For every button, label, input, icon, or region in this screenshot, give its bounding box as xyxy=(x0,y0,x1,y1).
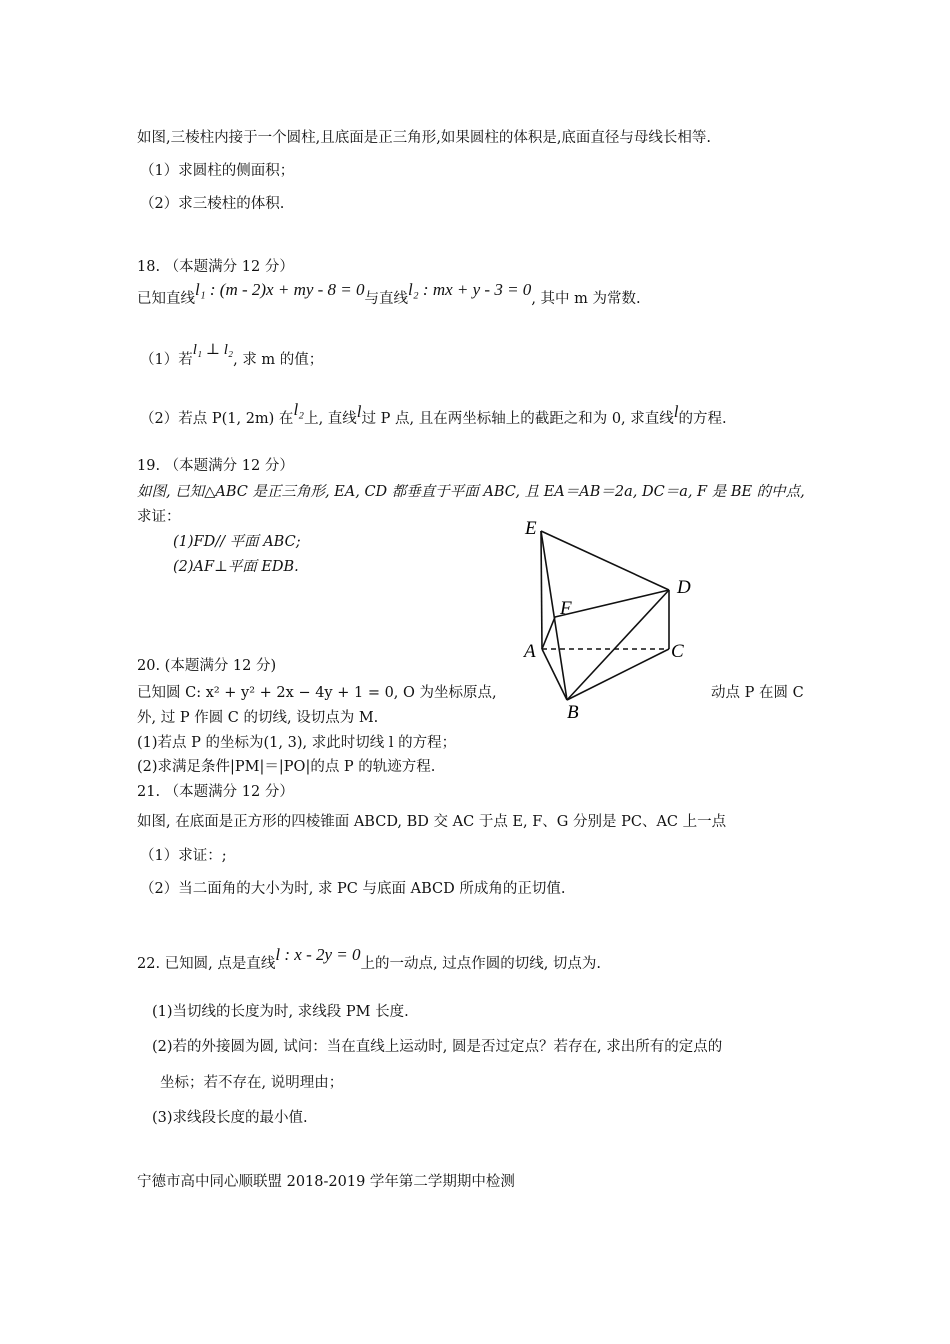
q20-intro-b: 动点 P 在圆 C xyxy=(711,685,804,701)
q18-part1 xyxy=(140,342,324,370)
q18-p2-text-b: 上, 直线 xyxy=(304,411,357,427)
q20-intro-a: 已知圆 C: x² + y² + 2x − 4y + 1 = 0, O 为坐标原点, xyxy=(137,685,497,701)
q18-p2-text-d: 的方程. xyxy=(678,411,727,427)
geometry-figure xyxy=(515,510,705,725)
q18-intro xyxy=(137,280,641,309)
l1-equation: l₁ : (m - 2)x + my - 8 = 0 xyxy=(195,280,365,299)
q18-p2-line-l-2: l xyxy=(673,402,679,421)
q18-p1-text-b: , 求 m 的值； xyxy=(233,352,324,368)
edge-fa xyxy=(542,617,555,649)
q22-part1: (1)当切线的长度为时, 求线段 PM 长度. xyxy=(152,1004,409,1020)
edge-bc xyxy=(567,649,669,700)
q19-part2: (2)AF⊥平面 EDB. xyxy=(173,559,299,575)
label-f: F xyxy=(560,598,572,619)
edge-bd xyxy=(567,590,669,700)
q21-intro: 如图, 在底面是正方形的四棱锥面 ABCD, BD 交 AC 于点 E, F、G 分别是 PC、AC 上一点 xyxy=(137,814,727,830)
label-c: C xyxy=(671,641,684,662)
q21-header: 21. （本题满分 12 分） xyxy=(137,784,294,800)
q20-intro2: 外, 过 P 作圆 C 的切线, 设切点为 M. xyxy=(137,710,379,726)
q20-part1: (1)若点 P 的坐标为(1, 3), 求此时切线 l 的方程； xyxy=(137,735,457,751)
q20-part2: (2)求满足条件|PM|＝|PO|的点 P 的轨迹方程. xyxy=(137,759,436,775)
q19-intro2: 求证： xyxy=(137,509,181,525)
q19-header: 19. （本题满分 12 分） xyxy=(137,458,294,474)
perpendicular-relation: l₁ ⊥ l₂ xyxy=(192,342,234,358)
edge-ea xyxy=(541,531,542,649)
q17-intro: 如图,三棱柱内接于一个圆柱,且底面是正三角形,如果圆柱的体积是,底面直径与母线长相等. xyxy=(137,130,712,146)
q21-part2: （2）当二面角的大小为时, 求 PC 与底面 ABCD 所成角的正切值. xyxy=(140,881,566,897)
line-l-equation: l : x - 2y = 0 xyxy=(275,945,361,964)
q21-part1: （1）求证：; xyxy=(140,848,227,864)
q22-part2-cont: 坐标；若不存在, 说明理由； xyxy=(160,1075,344,1091)
q22-intro xyxy=(137,945,602,974)
q18-p2-line-l: l xyxy=(356,402,362,421)
q22-part2: (2)若的外接圆为圆, 试问：当在直线上运动时, 圆是否过定点？若存在, 求出所有的定点的 xyxy=(152,1039,723,1055)
document-footer: 宁德市高中同心顺联盟 2018-2019 学年第二学期期中检测 xyxy=(137,1174,515,1190)
q18-p2-text-a: （2）若点 P(1, 2m) 在 xyxy=(140,411,294,427)
edge-ed xyxy=(541,531,669,590)
label-a: A xyxy=(524,641,536,662)
label-d: D xyxy=(677,577,691,598)
q18-header: 18. （本题满分 12 分） xyxy=(137,259,294,275)
q22-intro-text-a: 22. 已知圆, 点是直线 xyxy=(137,956,276,972)
q19-part1: (1)FD// 平面 ABC; xyxy=(173,534,301,550)
q17-part2: （2）求三棱柱的体积. xyxy=(140,196,285,212)
q17-part1: （1）求圆柱的侧面积； xyxy=(140,163,295,179)
label-b: B xyxy=(567,702,579,723)
l2-equation: l₂ : mx + y - 3 = 0 xyxy=(408,280,532,299)
q18-intro-text-b: 与直线 xyxy=(364,291,409,307)
q20-header: 20. (本题满分 12 分) xyxy=(137,658,277,674)
q22-part3: (3)求线段长度的最小值. xyxy=(152,1110,308,1126)
q18-p2-l2: l₂ xyxy=(293,400,305,419)
q18-intro-text-a: 已知直线 xyxy=(137,291,195,307)
q18-p1-text-a: （1）若 xyxy=(140,352,193,368)
label-e: E xyxy=(525,518,537,539)
q19-intro: 如图, 已知△ABC 是正三角形, EA, CD 都垂直于平面 ABC, 且 EA＝AB＝2a, DC＝a, F 是 BE 的中点, xyxy=(137,484,805,500)
edge-fd xyxy=(555,590,669,617)
q18-intro-text-c: , 其中 m 为常数. xyxy=(531,291,641,307)
q22-intro-text-b: 上的一动点, 过点作圆的切线, 切点为. xyxy=(360,956,602,972)
q18-p2-text-c: 过 P 点, 且在两坐标轴上的截距之和为 0, 求直线 xyxy=(361,411,674,427)
q18-part2 xyxy=(140,400,727,429)
